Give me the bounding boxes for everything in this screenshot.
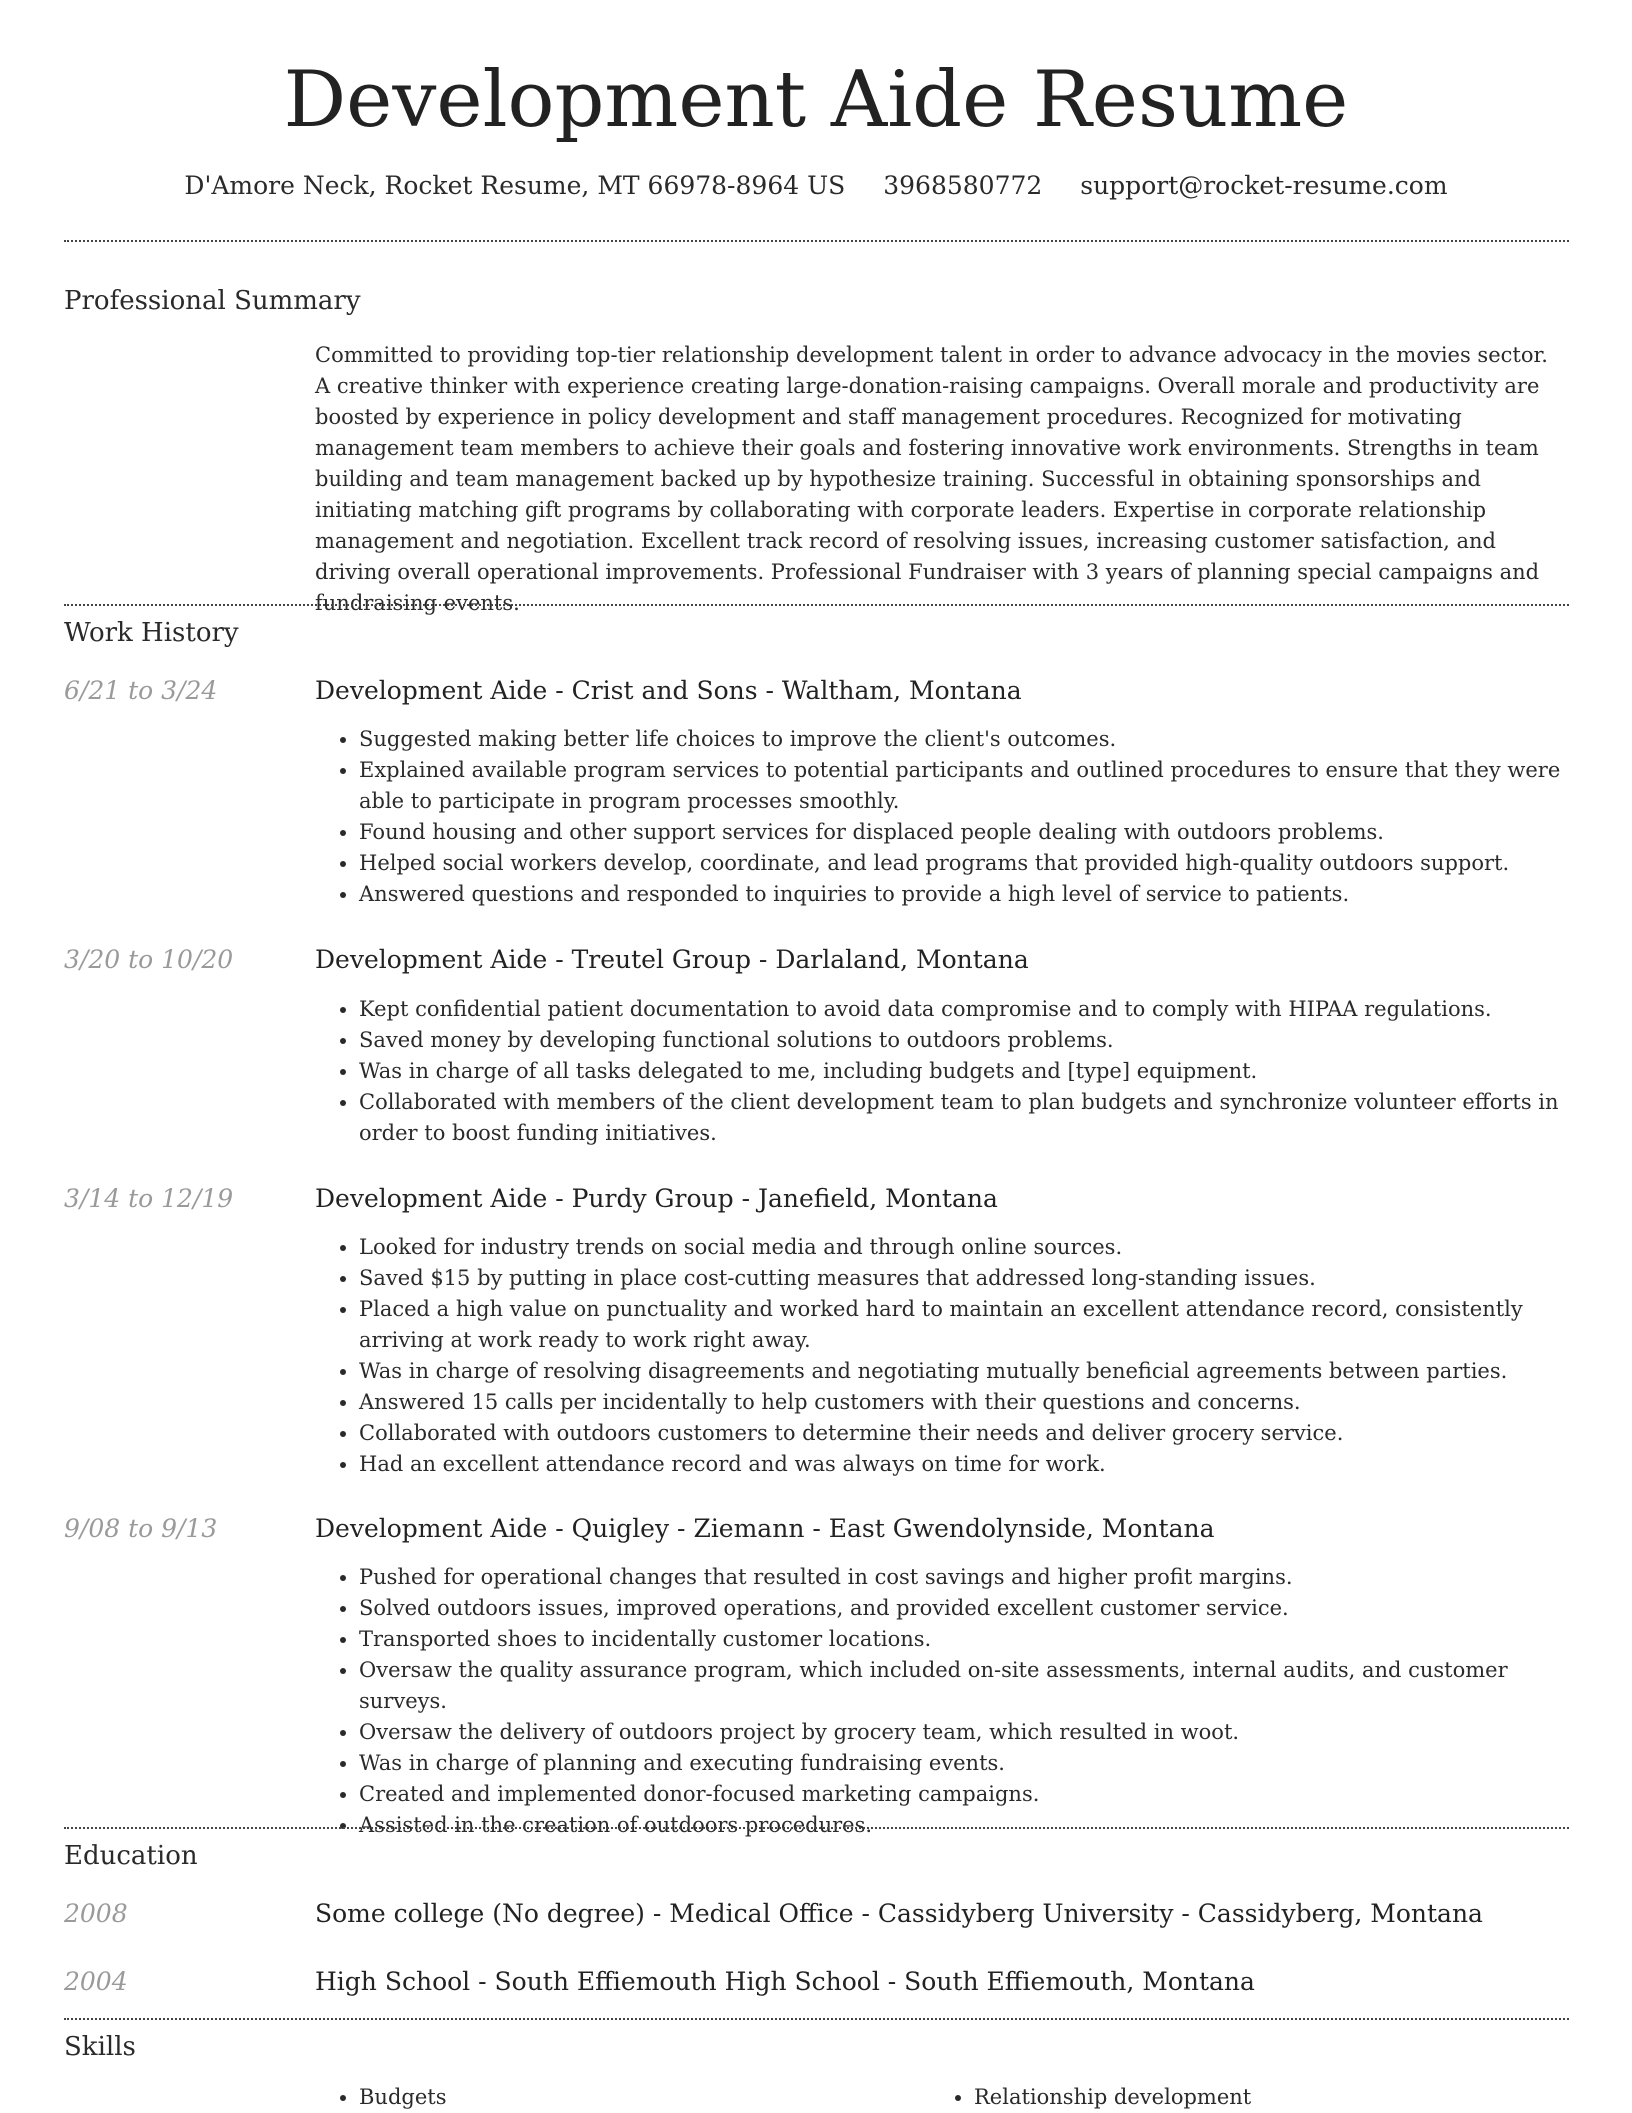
education-entry: High School - South Effiemouth High School - South Effiemouth, Montana (315, 1967, 1255, 1996)
divider (64, 604, 1569, 606)
job-bullets (315, 1232, 1569, 1480)
job-dates: 3/14 to 12/19 (64, 1184, 234, 1213)
divider (64, 240, 1569, 242)
list-item: • Looked for industry trends on social media and through online sources. (359, 1232, 1569, 1263)
list-item: • Assisted in the creation of outdoors procedures. (359, 1810, 1569, 1841)
list-item: • Had an excellent attendance record and was always on time for work. (359, 1449, 1569, 1480)
list-item: • Saved money by developing functional solutions to outdoors problems. (359, 1025, 1569, 1056)
education-year: 2008 (64, 1899, 128, 1928)
list-item: • Found housing and other support services for displaced people dealing with outdoors problems. (359, 817, 1569, 848)
section-title-education: Education (64, 1841, 198, 1871)
job-dates: 6/21 to 3/24 (64, 676, 218, 705)
contact-email: support@rocket-resume.com (1080, 171, 1448, 200)
job-dates: 9/08 to 9/13 (64, 1514, 218, 1543)
job-bullets (315, 1562, 1569, 1841)
list-item: • Oversaw the quality assurance program, which included on-site assessments, internal audits, and customer surveys. (359, 1655, 1569, 1717)
list-item: • Oversaw the delivery of outdoors project by grocery team, which resulted in woot. (359, 1717, 1569, 1748)
job-title: Development Aide - Crist and Sons - Waltham, Montana (315, 676, 1022, 705)
job-title: Development Aide - Treutel Group - Darlaland, Montana (315, 945, 1029, 974)
skill-item: • Relationship development (974, 2082, 1251, 2113)
contact-phone: 3968580772 (883, 171, 1043, 200)
list-item: • Saved $15 by putting in place cost-cutting measures that addressed long-standing issues. (359, 1263, 1569, 1294)
resume-title: Development Aide Resume (283, 55, 1349, 145)
list-item: • Was in charge of resolving disagreements and negotiating mutually beneficial agreements between parties. (359, 1356, 1569, 1387)
skills-list-left (315, 2082, 447, 2113)
skill-item: • Budgets (359, 2082, 447, 2113)
divider (64, 2018, 1569, 2020)
summary-text: Committed to providing top-tier relationship development talent in order to advance advocacy in the movies sector. A creative thinker with experience creating large-donation-raising campaigns. Overall morale and productivity are boosted by experience in policy development and staff management procedures. Recognized for motivating management team members to achieve their goals and fostering innovative work environments. Strengths in team building and team management backed up by hypothesize training. Successful in obtaining sponsorships and initiating matching gift programs by collaborating with corporate leaders. Expertise in corporate relationship management and negotiation. Excellent track record of resolving issues, increasing customer satisfaction, and driving overall operational improvements. Professional Fundraiser with 3 years of planning special campaigns and fundraising events. (315, 343, 1548, 615)
section-title-skills: Skills (64, 2032, 136, 2062)
list-item: • Helped social workers develop, coordinate, and lead programs that provided high-quality outdoors support. (359, 848, 1569, 879)
list-item: • Collaborated with members of the client development team to plan budgets and synchronize volunteer efforts in order to boost funding initiatives. (359, 1087, 1569, 1149)
skills-list-right (930, 2082, 1251, 2113)
list-item: • Created and implemented donor-focused marketing campaigns. (359, 1779, 1569, 1810)
contact-address: D'Amore Neck, Rocket Resume, MT 66978-8964 US (184, 171, 846, 200)
list-item: • Was in charge of planning and executing fundraising events. (359, 1748, 1569, 1779)
section-title-work-history: Work History (64, 618, 239, 648)
list-item: • Answered questions and responded to inquiries to provide a high level of service to patients. (359, 879, 1569, 910)
job-title: Development Aide - Quigley - Ziemann - East Gwendolynside, Montana (315, 1514, 1215, 1543)
education-entry: Some college (No degree) - Medical Office - Cassidyberg University - Cassidyberg, Montana (315, 1899, 1483, 1928)
list-item: • Solved outdoors issues, improved operations, and provided excellent customer service. (359, 1593, 1569, 1624)
list-item: • Kept confidential patient documentation to avoid data compromise and to comply with HIPAA regulations. (359, 994, 1569, 1025)
list-item: • Collaborated with outdoors customers to determine their needs and deliver grocery service. (359, 1418, 1569, 1449)
education-year: 2004 (64, 1967, 128, 1996)
list-item: • Answered 15 calls per incidentally to help customers with their questions and concerns. (359, 1387, 1569, 1418)
job-dates: 3/20 to 10/20 (64, 945, 234, 974)
divider (64, 1827, 1569, 1829)
job-bullets (315, 994, 1569, 1149)
job-bullets (315, 724, 1569, 910)
list-item: • Explained available program services to potential participants and outlined procedures to ensure that they were able to participate in program processes smoothly. (359, 755, 1569, 817)
list-item: • Pushed for operational changes that resulted in cost savings and higher profit margins. (359, 1562, 1569, 1593)
list-item: • Was in charge of all tasks delegated to me, including budgets and [type] equipment. (359, 1056, 1569, 1087)
list-item: • Suggested making better life choices to improve the client's outcomes. (359, 724, 1569, 755)
list-item: • Transported shoes to incidentally customer locations. (359, 1624, 1569, 1655)
job-title: Development Aide - Purdy Group - Janefield, Montana (315, 1184, 998, 1213)
section-title-summary: Professional Summary (64, 286, 361, 316)
contact-line (0, 170, 1632, 202)
list-item: • Placed a high value on punctuality and worked hard to maintain an excellent attendance record, consistently arriving at work ready to work right away. (359, 1294, 1569, 1356)
